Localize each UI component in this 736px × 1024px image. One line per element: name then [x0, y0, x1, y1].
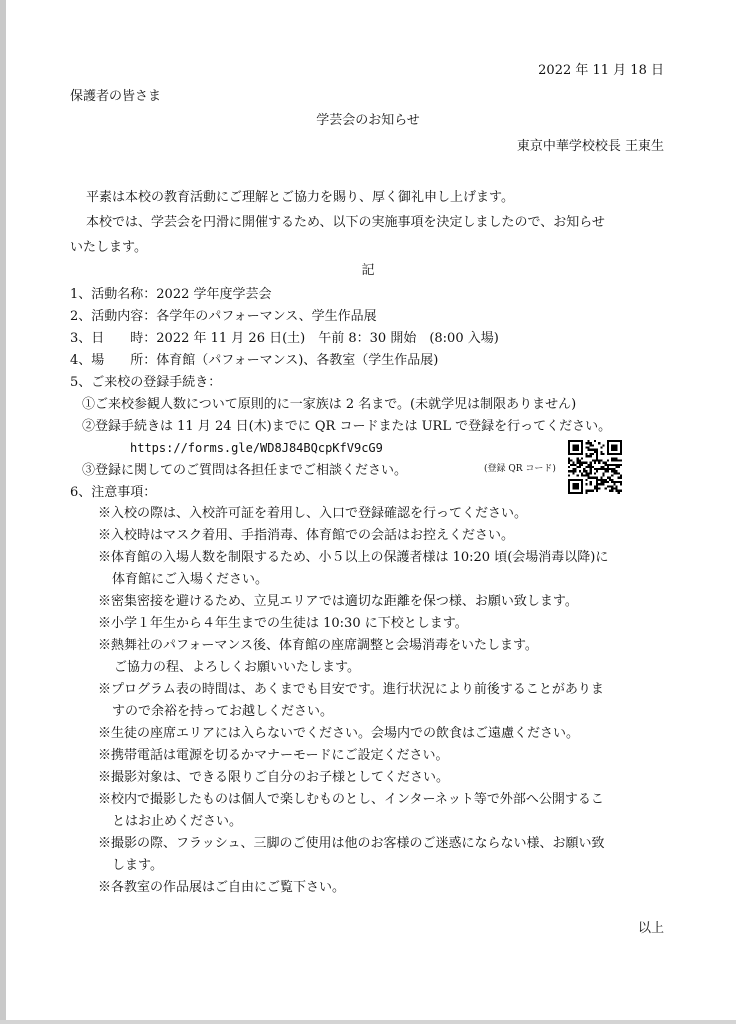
note-line: ※携帯電話は電源を切るかマナーモードにご設定ください。: [98, 748, 449, 763]
registration-item: ①ご来校参観人数について原則的に一家族は 2 名まで。(未就学児は制限ありません): [82, 397, 577, 412]
note-line: ※撮影の際、フラッシュ、三脚のご使用は他のお客様のご迷惑にならない様、お願い致: [98, 836, 605, 851]
note-line: すので余裕を持ってお越しください。: [112, 704, 334, 719]
qr-code-icon: [568, 440, 622, 494]
document-title: 学芸会のお知らせ: [316, 113, 420, 128]
note-line: ※撮影対象は、できる限りご自分のお子様としてください。: [98, 770, 450, 785]
registration-url[interactable]: https://forms.gle/WD8J84BQcpKfV9cG9: [130, 441, 383, 455]
note-line: します。: [112, 858, 163, 873]
closing: 以上: [637, 921, 664, 936]
ki-marker: 記: [361, 263, 375, 278]
intro-line: 平素は本校の教育活動にご理解とご協力を賜り、厚く御礼申し上げます。: [86, 190, 514, 205]
note-line: ※生徒の座席エリアには入らないでください。会場内での飲食はご遠慮ください。: [98, 726, 580, 741]
scan-frame-bottom: [0, 1020, 736, 1024]
notes-heading: 6、注意事項：: [70, 485, 157, 500]
note-line: ※密集密接を避けるため、立見エリアでは適切な距離を保つ様、お願い致します。: [98, 594, 578, 609]
note-line: ※各教室の作品展はご自由にご覧下さい。: [98, 880, 346, 895]
sender: 東京中華学校校長 王東生: [516, 139, 664, 154]
addressee: 保護者の皆さま: [70, 89, 162, 104]
registration-item: ③登録に関してのご質問は各担任までご相談ください。: [82, 463, 408, 478]
list-item: 3、日 時：2022 年 11 月 26 日(土) 午前 8：30 開始 (8:00 入場): [70, 331, 499, 346]
note-line: ※熱舞社のパフォーマンス後、体育館の座席調整と会場消毒をいたします。: [98, 638, 538, 653]
intro-line: 本校では、学芸会を円滑に開催するため、以下の実施事項を決定しましたので、お知らせ: [86, 215, 605, 230]
note-line: ※校内で撮影したものは個人で楽しむものとし、インターネット等で外部へ公開するこ: [98, 792, 604, 807]
qr-caption: (登録 QR コード): [484, 464, 556, 474]
note-line: とはお止めください。: [112, 814, 243, 829]
note-line: ※小学１年生から４年生までの生徒は 10:30 に下校とします。: [98, 616, 468, 631]
list-item: 4、場 所：体育館（パフォーマンス)、各教室（学生作品展): [70, 353, 439, 368]
note-line: 体育館にご入場ください。: [112, 572, 269, 587]
scan-frame-left: [0, 0, 6, 1024]
note-line: ※プログラム表の時間は、あくまでも目安です。進行状況により前後することがありま: [98, 682, 604, 697]
note-line: ※入校の際は、入校許可証を着用し、入口で登録確認を行ってください。: [98, 506, 528, 521]
list-item: 1、活動名称：2022 学年度学芸会: [70, 287, 272, 302]
intro-line: いたします。: [70, 240, 147, 255]
list-item: 5、ご来校の登録手続き：: [70, 375, 222, 390]
document-date: 2022 年 11 月 18 日: [538, 63, 664, 78]
note-line: ご協力の程、よろしくお願いいたします。: [114, 660, 360, 675]
registration-item: ②登録手続きは 11 月 24 日(木)までに QR コードまたは URL で登録を行ってください。: [82, 419, 612, 434]
list-item: 2、活動内容：各学年のパフォーマンス、学生作品展: [70, 309, 377, 324]
note-line: ※体育館の入場人数を制限するため、小５以上の保護者様は 10:20 頃(会場消毒以降)に: [98, 550, 609, 565]
note-line: ※入校時はマスク着用、手指消毒、体育館での会話はお控えください。: [98, 528, 515, 543]
